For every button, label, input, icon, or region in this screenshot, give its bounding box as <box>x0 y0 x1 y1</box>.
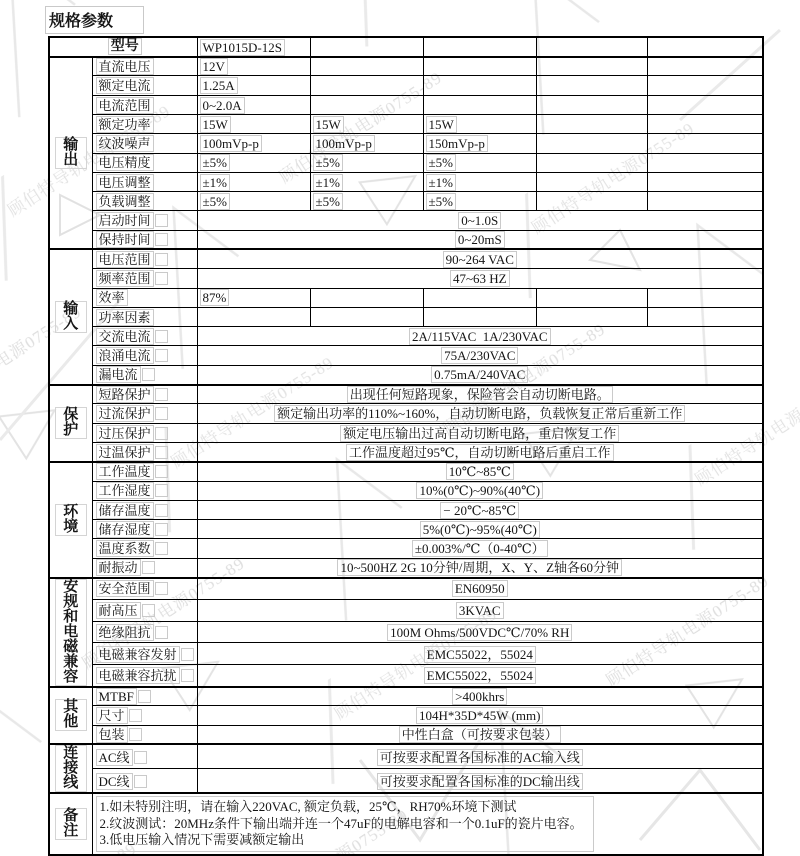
cell-text: 0~2.0A <box>200 97 245 114</box>
param-label-cell <box>92 558 197 577</box>
span-value-cell <box>197 481 763 500</box>
cell-text: 出现任何短路现象，保险管会自动切断电路。 <box>347 386 613 403</box>
span-value-cell <box>197 599 763 621</box>
cell-text: 104H*35D*45W (mm) <box>416 707 543 724</box>
cell-text: ±5% <box>200 193 230 210</box>
cell-text: 输入 <box>55 301 87 333</box>
param-label-cell <box>92 211 197 230</box>
cell-text: ±0.003%/℃（0-40℃） <box>412 540 548 557</box>
value-cell <box>197 172 310 191</box>
cell-text: EMC55022，55024 <box>424 646 536 663</box>
span-value-cell <box>197 327 763 346</box>
param-label-cell <box>92 192 197 211</box>
span-value-cell <box>197 706 763 725</box>
table-row <box>49 539 763 558</box>
span-value-cell <box>197 621 763 643</box>
cell-text: 浪涌电流 <box>96 347 154 364</box>
span-value-cell <box>197 346 763 365</box>
value-cell <box>310 192 423 211</box>
cell-text: 额定功率 <box>96 116 154 133</box>
param-label-cell <box>92 423 197 442</box>
value-cell <box>423 307 536 326</box>
empty-text-box <box>155 233 168 246</box>
span-value-cell <box>197 558 763 577</box>
cell-text: 功率因素 <box>96 309 154 326</box>
span-value-cell <box>197 230 763 249</box>
cell-text: 过流保护 <box>96 405 154 422</box>
table-row <box>49 599 763 621</box>
span-value-cell <box>197 643 763 665</box>
group-label-cell <box>49 578 92 687</box>
cell-text: 5%(0℃)~95%(40℃) <box>420 521 540 538</box>
value-cell <box>647 153 763 172</box>
param-label-cell <box>92 744 197 769</box>
empty-text-box <box>155 253 168 266</box>
value-cell <box>423 57 536 76</box>
note-line: 2.纹波测试：20MHz条件下输出端并连一个47uF的电解电容和一个0.1uF的瓷片电容。 <box>99 815 583 831</box>
cell-text: 其他 <box>55 699 87 731</box>
empty-text-box <box>129 728 142 741</box>
value-cell <box>310 114 423 133</box>
empty-text-box <box>155 626 168 639</box>
cell-text: ±5% <box>313 193 343 210</box>
notes-cell <box>92 793 763 855</box>
cell-text: 耐振动 <box>96 559 141 576</box>
value-cell <box>647 288 763 307</box>
value-cell <box>647 307 763 326</box>
param-label-cell <box>92 599 197 621</box>
param-label-cell <box>92 114 197 133</box>
value-cell <box>423 76 536 95</box>
empty-text-box <box>142 368 155 381</box>
cell-text: EMC55022，55024 <box>424 667 536 684</box>
cell-text: 2A/115VAC 1A/230VAC <box>409 328 551 345</box>
table-row <box>49 442 763 461</box>
table-row <box>49 725 763 744</box>
table-row <box>49 172 763 191</box>
param-label-cell <box>92 57 197 76</box>
cell-text: 安规和电磁兼容 <box>55 579 87 686</box>
cell-text: 0.75mA/240VAC <box>431 366 528 383</box>
span-value-cell <box>197 725 763 744</box>
cell-text: 保护 <box>55 407 87 439</box>
cell-text: 耐高压 <box>96 602 141 619</box>
table-row <box>49 153 763 172</box>
empty-text-box <box>155 388 168 401</box>
span-value-cell <box>197 500 763 519</box>
cell-text: ±5% <box>200 154 230 171</box>
cell-text: 频率范围 <box>96 270 154 287</box>
cell-text: WP1015D-12S <box>200 39 285 56</box>
cell-text: ±5% <box>426 193 456 210</box>
cell-text: 电流范围 <box>96 97 154 114</box>
value-cell <box>197 153 310 172</box>
cell-text: 0~20mS <box>455 231 505 248</box>
cell-text: 额定输出功率的110%~160%，自动切断电路，负载恢复正常后重新工作 <box>274 405 685 422</box>
cell-text: 型号 <box>108 38 142 55</box>
value-cell <box>536 172 647 191</box>
value-cell <box>536 288 647 307</box>
empty-text-box <box>142 561 155 574</box>
table-row <box>49 500 763 519</box>
cell-text: 工作温度超过95℃，自动切断电路后重启工作 <box>346 444 614 461</box>
cell-text: 环境 <box>55 504 87 536</box>
group-label-cell <box>49 57 92 250</box>
cell-text: 100mVp-p <box>313 135 375 152</box>
span-value-cell <box>197 249 763 268</box>
value-cell <box>310 57 423 76</box>
value-cell <box>647 37 763 57</box>
table-row <box>49 346 763 365</box>
cell-text: 储存温度 <box>96 502 154 519</box>
table-row <box>49 114 763 133</box>
param-label-cell <box>92 481 197 500</box>
span-value-cell <box>197 442 763 461</box>
table-row <box>49 385 763 404</box>
table-row <box>49 643 763 665</box>
table-row <box>49 95 763 114</box>
table-row <box>49 558 763 577</box>
param-label-cell <box>92 172 197 191</box>
value-cell <box>197 114 310 133</box>
empty-text-box <box>129 709 142 722</box>
group-label-cell <box>49 385 92 462</box>
cell-text: 绝缘阻抗 <box>96 624 154 641</box>
page-title: 规格参数 <box>45 6 144 34</box>
cell-text: 输出 <box>55 137 87 169</box>
cell-text: ±1% <box>426 174 456 191</box>
param-label-cell <box>92 520 197 539</box>
value-cell <box>536 134 647 153</box>
cell-text: 100mVp-p <box>200 135 262 152</box>
cell-text: − 20℃~85℃ <box>440 502 519 519</box>
value-cell <box>647 134 763 153</box>
value-cell <box>197 37 310 57</box>
span-value-cell <box>197 744 763 769</box>
cell-text: 直流电压 <box>96 58 154 75</box>
cell-text: 备注 <box>55 808 87 840</box>
value-cell <box>647 192 763 211</box>
empty-text-box <box>155 582 168 595</box>
param-label-cell <box>92 578 197 600</box>
cell-text: ±1% <box>200 174 230 191</box>
cell-text: 工作湿度 <box>96 482 154 499</box>
empty-text-box <box>134 775 147 788</box>
table-row <box>49 269 763 288</box>
cell-text: 短路保护 <box>96 386 154 403</box>
empty-text-box <box>138 690 151 703</box>
cell-text: 10~500HZ 2G 10分钟/周期，X、Y、Z轴各60分钟 <box>337 559 622 576</box>
table-row <box>49 520 763 539</box>
notes-box <box>96 796 594 852</box>
value-cell <box>536 307 647 326</box>
empty-text-box <box>155 446 168 459</box>
table-row <box>49 327 763 346</box>
cell-text: MTBF <box>96 688 137 705</box>
param-label-cell <box>92 621 197 643</box>
group-label-cell <box>49 462 92 578</box>
table-row <box>49 423 763 442</box>
table-row <box>49 578 763 600</box>
span-value-cell <box>197 578 763 600</box>
table-row <box>49 76 763 95</box>
empty-text-box <box>181 648 194 661</box>
param-label-cell <box>92 442 197 461</box>
cell-text: 15W <box>426 116 457 133</box>
cell-text: 交流电流 <box>96 328 154 345</box>
value-cell <box>197 95 310 114</box>
cell-text: 可按要求配置各国标准的AC输入线 <box>377 749 583 766</box>
span-value-cell <box>197 269 763 288</box>
param-label-cell <box>92 269 197 288</box>
param-label-cell <box>92 687 197 706</box>
value-cell <box>536 153 647 172</box>
cell-text: ±5% <box>313 154 343 171</box>
cell-text: 12V <box>200 58 228 75</box>
param-label-cell <box>92 706 197 725</box>
cell-text: 47~63 HZ <box>450 270 510 287</box>
value-cell <box>310 76 423 95</box>
value-cell <box>647 57 763 76</box>
span-value-cell <box>197 365 763 384</box>
empty-text-box <box>181 669 194 682</box>
param-label-cell <box>92 769 197 794</box>
table-row <box>49 481 763 500</box>
value-cell <box>423 153 536 172</box>
param-label-cell <box>92 134 197 153</box>
value-cell <box>536 192 647 211</box>
cell-text: 电压范围 <box>96 251 154 268</box>
group-label-cell <box>49 744 92 793</box>
cell-text: DC线 <box>96 773 133 790</box>
param-label-cell <box>92 76 197 95</box>
span-value-cell <box>197 687 763 706</box>
param-label-cell <box>92 539 197 558</box>
value-cell <box>536 95 647 114</box>
table-row <box>49 462 763 481</box>
value-cell <box>197 76 310 95</box>
empty-text-box <box>155 484 168 497</box>
empty-text-box <box>134 751 147 764</box>
value-cell <box>310 134 423 153</box>
value-cell <box>197 288 310 307</box>
cell-text: >400khrs <box>452 688 507 705</box>
cell-text: 过压保护 <box>96 425 154 442</box>
cell-text: 启动时间 <box>96 212 154 229</box>
param-label-cell <box>92 249 197 268</box>
cell-text: 15W <box>200 116 231 133</box>
param-label-cell <box>92 327 197 346</box>
cell-text: ±1% <box>313 174 343 191</box>
table-row <box>49 230 763 249</box>
cell-text: 中性白盒（可按要求包装） <box>399 726 561 743</box>
table-row <box>49 706 763 725</box>
value-cell <box>647 76 763 95</box>
table-row <box>49 134 763 153</box>
note-line: 1.如未特别注明，请在输入220VAC, 额定负载，25℃，RH70%环境下测试 <box>99 799 517 815</box>
cell-text: 10%(0℃)~90%(40℃) <box>416 482 543 499</box>
param-label-cell <box>92 665 197 687</box>
cell-text: 连接线 <box>55 745 87 792</box>
empty-text-box <box>142 604 155 617</box>
empty-text-box <box>155 427 168 440</box>
span-value-cell <box>197 665 763 687</box>
group-label-cell <box>49 249 92 384</box>
span-value-cell <box>197 520 763 539</box>
value-cell <box>423 95 536 114</box>
empty-text-box <box>155 272 168 285</box>
cell-text: 漏电流 <box>96 366 141 383</box>
param-label-cell <box>92 95 197 114</box>
spec-table <box>48 36 764 856</box>
cell-text: 90~264 VAC <box>443 251 517 268</box>
param-label-cell <box>92 365 197 384</box>
param-label-cell <box>92 307 197 326</box>
value-cell <box>423 134 536 153</box>
cell-text: 0~1.0S <box>458 212 501 229</box>
value-cell <box>647 95 763 114</box>
cell-text: 额定电压输出过高自动切断电路，重启恢复工作 <box>340 425 619 442</box>
value-cell <box>536 114 647 133</box>
table-row <box>49 793 763 855</box>
value-cell <box>310 37 423 57</box>
empty-text-box <box>155 542 168 555</box>
cell-text: 纹波噪声 <box>96 135 154 152</box>
value-cell <box>423 172 536 191</box>
value-cell <box>310 95 423 114</box>
table-row <box>49 744 763 769</box>
cell-text: 75A/230VAC <box>441 347 518 364</box>
value-cell <box>536 37 647 57</box>
cell-text: 电压调整 <box>96 174 154 191</box>
value-cell <box>310 307 423 326</box>
span-value-cell <box>197 539 763 558</box>
span-value-cell <box>197 423 763 442</box>
param-label-cell <box>92 288 197 307</box>
span-value-cell <box>197 462 763 481</box>
cell-text: 额定电流 <box>96 77 154 94</box>
cell-text: EN60950 <box>452 580 508 597</box>
value-cell <box>423 114 536 133</box>
cell-text: 87% <box>200 289 230 306</box>
cell-text: AC线 <box>96 749 133 766</box>
span-value-cell <box>197 211 763 230</box>
param-label-cell <box>92 404 197 423</box>
table-row <box>49 665 763 687</box>
value-cell <box>197 57 310 76</box>
table-row <box>49 249 763 268</box>
empty-text-box <box>155 523 168 536</box>
table-row <box>49 621 763 643</box>
param-label-cell <box>92 462 197 481</box>
value-cell <box>197 307 310 326</box>
cell-text: 1.25A <box>200 77 238 94</box>
param-label-cell <box>92 153 197 172</box>
table-row <box>49 37 763 57</box>
param-label-cell <box>92 346 197 365</box>
cell-text: 15W <box>313 116 344 133</box>
value-cell <box>536 57 647 76</box>
cell-text: 过温保护 <box>96 444 154 461</box>
group-label-cell <box>49 793 92 855</box>
param-label-cell <box>92 500 197 519</box>
spec-table-body <box>49 37 763 855</box>
empty-text-box <box>155 504 168 517</box>
value-cell <box>423 37 536 57</box>
cell-text: 3KVAC <box>456 602 504 619</box>
cell-text: 工作温度 <box>96 463 154 480</box>
value-cell <box>197 134 310 153</box>
cell-text: ±5% <box>426 154 456 171</box>
span-value-cell <box>197 769 763 794</box>
empty-text-box <box>155 407 168 420</box>
value-cell <box>647 114 763 133</box>
table-row <box>49 307 763 326</box>
cell-text: 可按要求配置各国标准的DC输出线 <box>377 773 583 790</box>
empty-text-box <box>155 214 168 227</box>
span-value-cell <box>197 404 763 423</box>
cell-text: 负载调整 <box>96 193 154 210</box>
empty-text-box <box>155 465 168 478</box>
note-line: 3.低电压输入情况下需要减额定输出 <box>99 832 305 848</box>
cell-text: 100M Ohms/500VDC℃/70% RH <box>387 624 572 641</box>
cell-text: 保持时间 <box>96 231 154 248</box>
param-label-cell <box>92 230 197 249</box>
cell-text: 电压精度 <box>96 154 154 171</box>
value-cell <box>423 288 536 307</box>
table-row <box>49 365 763 384</box>
cell-text: 尺寸 <box>96 707 128 724</box>
cell-text: 储存湿度 <box>96 521 154 538</box>
group-label-cell <box>49 687 92 745</box>
value-cell <box>536 76 647 95</box>
value-cell <box>423 192 536 211</box>
table-row <box>49 404 763 423</box>
cell-text: 10℃~85℃ <box>446 463 514 480</box>
empty-text-box <box>155 330 168 343</box>
cell-text: 电磁兼容发射 <box>96 646 180 663</box>
span-value-cell <box>197 385 763 404</box>
table-row <box>49 192 763 211</box>
param-label-cell <box>92 643 197 665</box>
value-cell <box>647 172 763 191</box>
table-row <box>49 211 763 230</box>
value-cell <box>310 172 423 191</box>
empty-text-box <box>155 349 168 362</box>
model-label-cell <box>49 37 197 57</box>
table-row <box>49 769 763 794</box>
cell-text: 150mVp-p <box>426 135 488 152</box>
table-row <box>49 687 763 706</box>
value-cell <box>310 288 423 307</box>
table-row <box>49 57 763 76</box>
cell-text: 包装 <box>96 726 128 743</box>
value-cell <box>310 153 423 172</box>
cell-text: 温度系数 <box>96 540 154 557</box>
cell-text: 电磁兼容抗扰 <box>96 667 180 684</box>
value-cell <box>197 192 310 211</box>
param-label-cell <box>92 725 197 744</box>
table-row <box>49 288 763 307</box>
cell-text: 安全范围 <box>96 580 154 597</box>
cell-text: 效率 <box>96 289 128 306</box>
param-label-cell <box>92 385 197 404</box>
